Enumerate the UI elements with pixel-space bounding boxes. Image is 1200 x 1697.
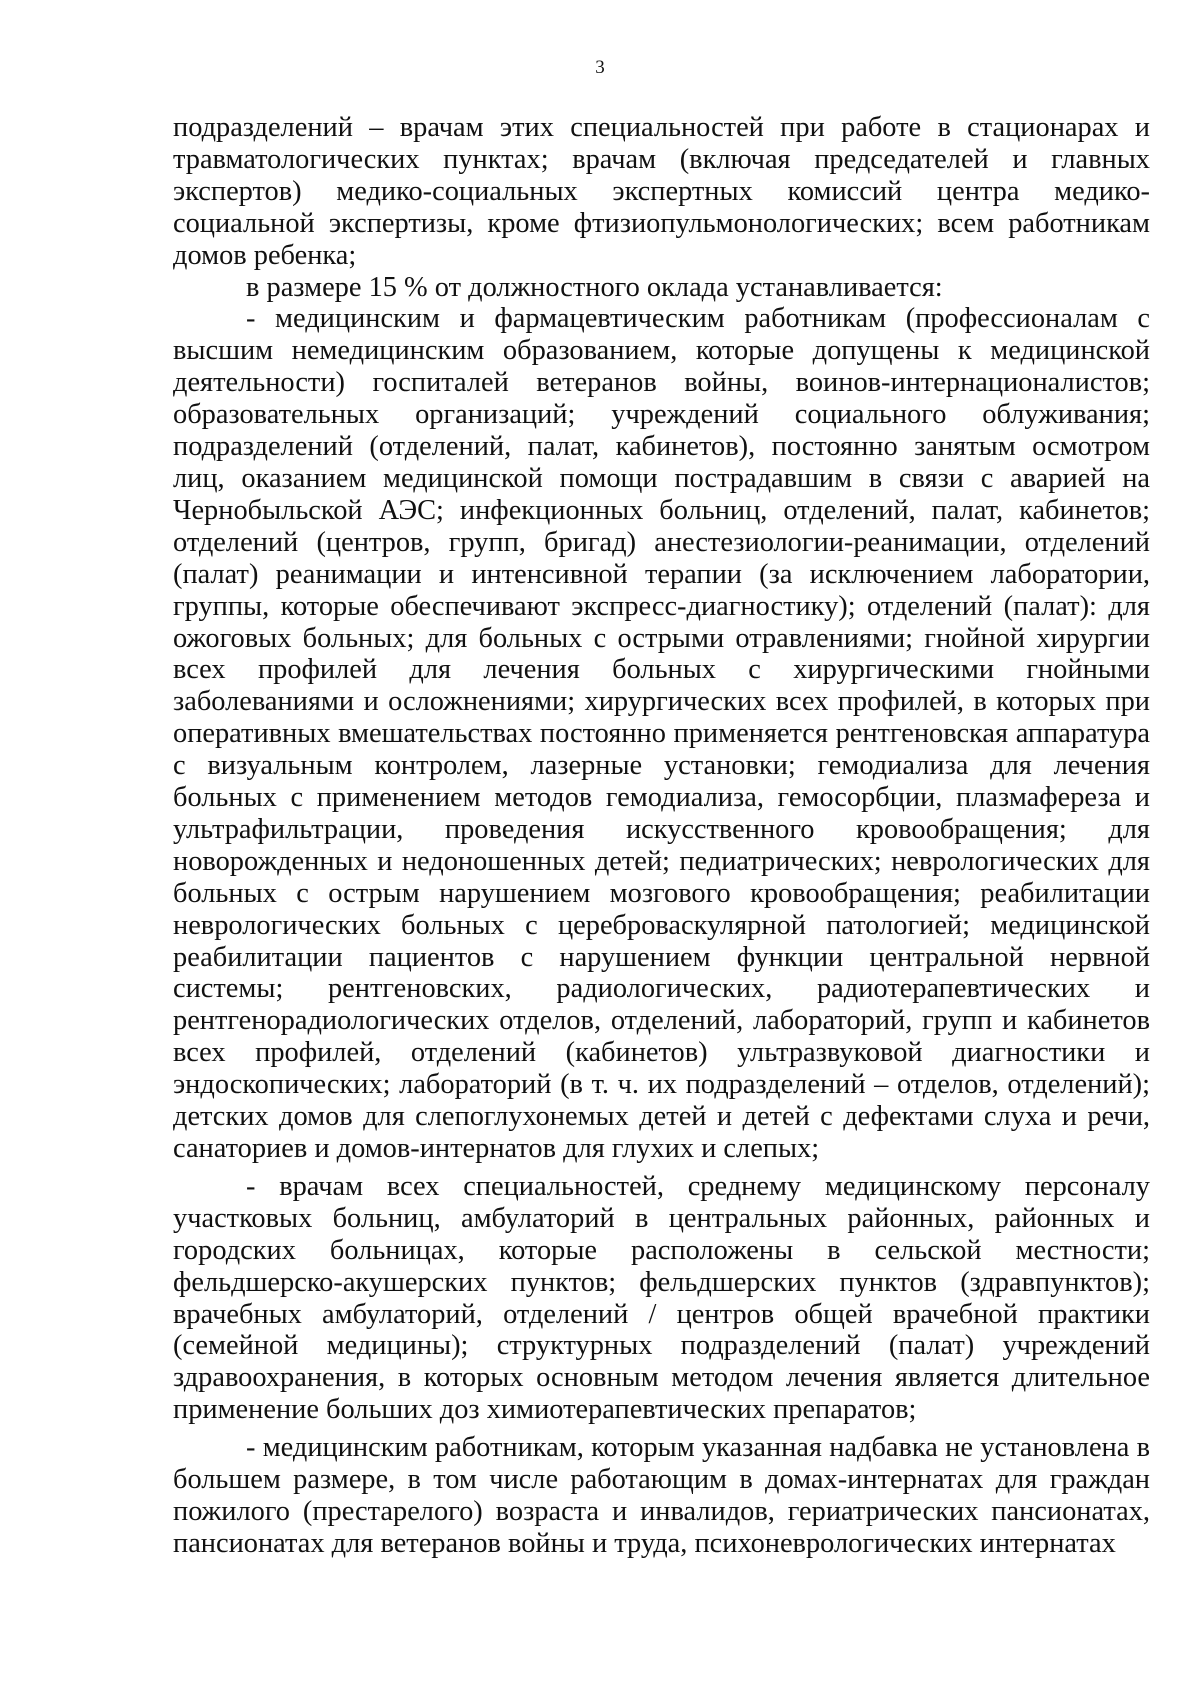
paragraph-medical-pharmaceutical-workers: - медицинским и фармацевтическим работникам (профессионалам с высшим немедицинским образованием, которые допущены к медицинской деятельности) госпиталей ветеранов войны, воинов-интернационалистов; образовательных организаций; учреждений социального облуживания; подразделений (отделений, палат, кабинетов), постоянно занятым осмотром лиц, оказанием медицинской помощи пострадавшим в связи с аварией на Чернобыльской АЭС; инфекционных больниц, отделений, палат, кабинетов; отделений (центров, групп, бригад) анестезиологии-реанимации, отделений (палат) реанимации и интенсивной терапии (за исключением лаборатории, группы, которые обеспечивают экспресс-диагностику); отделений (палат): для ожоговых больных; для больных с острыми отравлениями; гнойной хирургии всех профилей для лечения больных с хирургическими гнойными заболеваниями и осложнениями; хирургических всех профилей, в которых при оперативных вмешательствах постоянно применяется рентгеновская аппаратура с визуальным контролем, лазерные установки; гемодиализа для лечения больных с применением методов гемодиализа, гемосорбции, плазмафереза и ультрафильтрации, проведения искусственного кровообращения; для новорожденных и недоношенных детей; педиатрических; неврологических для больных с острым нарушением мозгового кровообращения; реабилитации неврологических больных с цереброваскулярной патологией; медицинской реабилитации пациентов с нарушением функции центральной нервной системы; рентгеновских, радиологических, радиотерапевтических и рентгенорадиологических отделов, отделений, лабораторий, групп и кабинетов всех профилей, отделений (кабинетов) ультразвуковой диагностики и эндоскопических; лабораторий (в т. ч. их подразделений – отделов, отделений); детских домов для слепоглухонемых детей и детей с дефектами слуха и речи, санаториев и домов-интернатов для глухих и слепых; [173, 303, 1150, 1164]
paragraph-medical-workers-boarding: - медицинским работникам, которым указанная надбавка не установлена в большем размере, в том числе работающим в домах-интернатах для граждан пожилого (престарелого) возраста и инвалидов, гериатрических пансионатах, пансионатах для ветеранов войны и труда, психоневрологических интернатах [173, 1432, 1150, 1559]
paragraph-continuation: подразделений – врачам этих специальностей при работе в стационарах и травматологических пунктах; врачам (включая председателей и главных экспертов) медико-социальных экспертных комиссий центра медико-социальной экспертизы, кроме фтизиопульмонологических; всем работникам домов ребенка; [173, 112, 1150, 271]
paragraph-rate-heading: в размере 15 % от должностного оклада устанавливается: [246, 271, 943, 303]
document-body [173, 112, 1150, 1560]
page-number: 3 [595, 57, 605, 78]
paragraph-doctors-rural: - врачам всех специальностей, среднему медицинскому персоналу участковых больниц, амбулаторий в центральных районных, районных и городских больницах, которые расположены в сельской местности; фельдшерско-акушерских пунктов; фельдшерских пунктов (здравпунктов); врачебных амбулаторий, отделений / центров общей врачебной практики (семейной медицины); структурных подразделений (палат) учреждений здравоохранения, в которых основным методом лечения является длительное применение больших доз химиотерапевтических препаратов; [173, 1170, 1150, 1426]
